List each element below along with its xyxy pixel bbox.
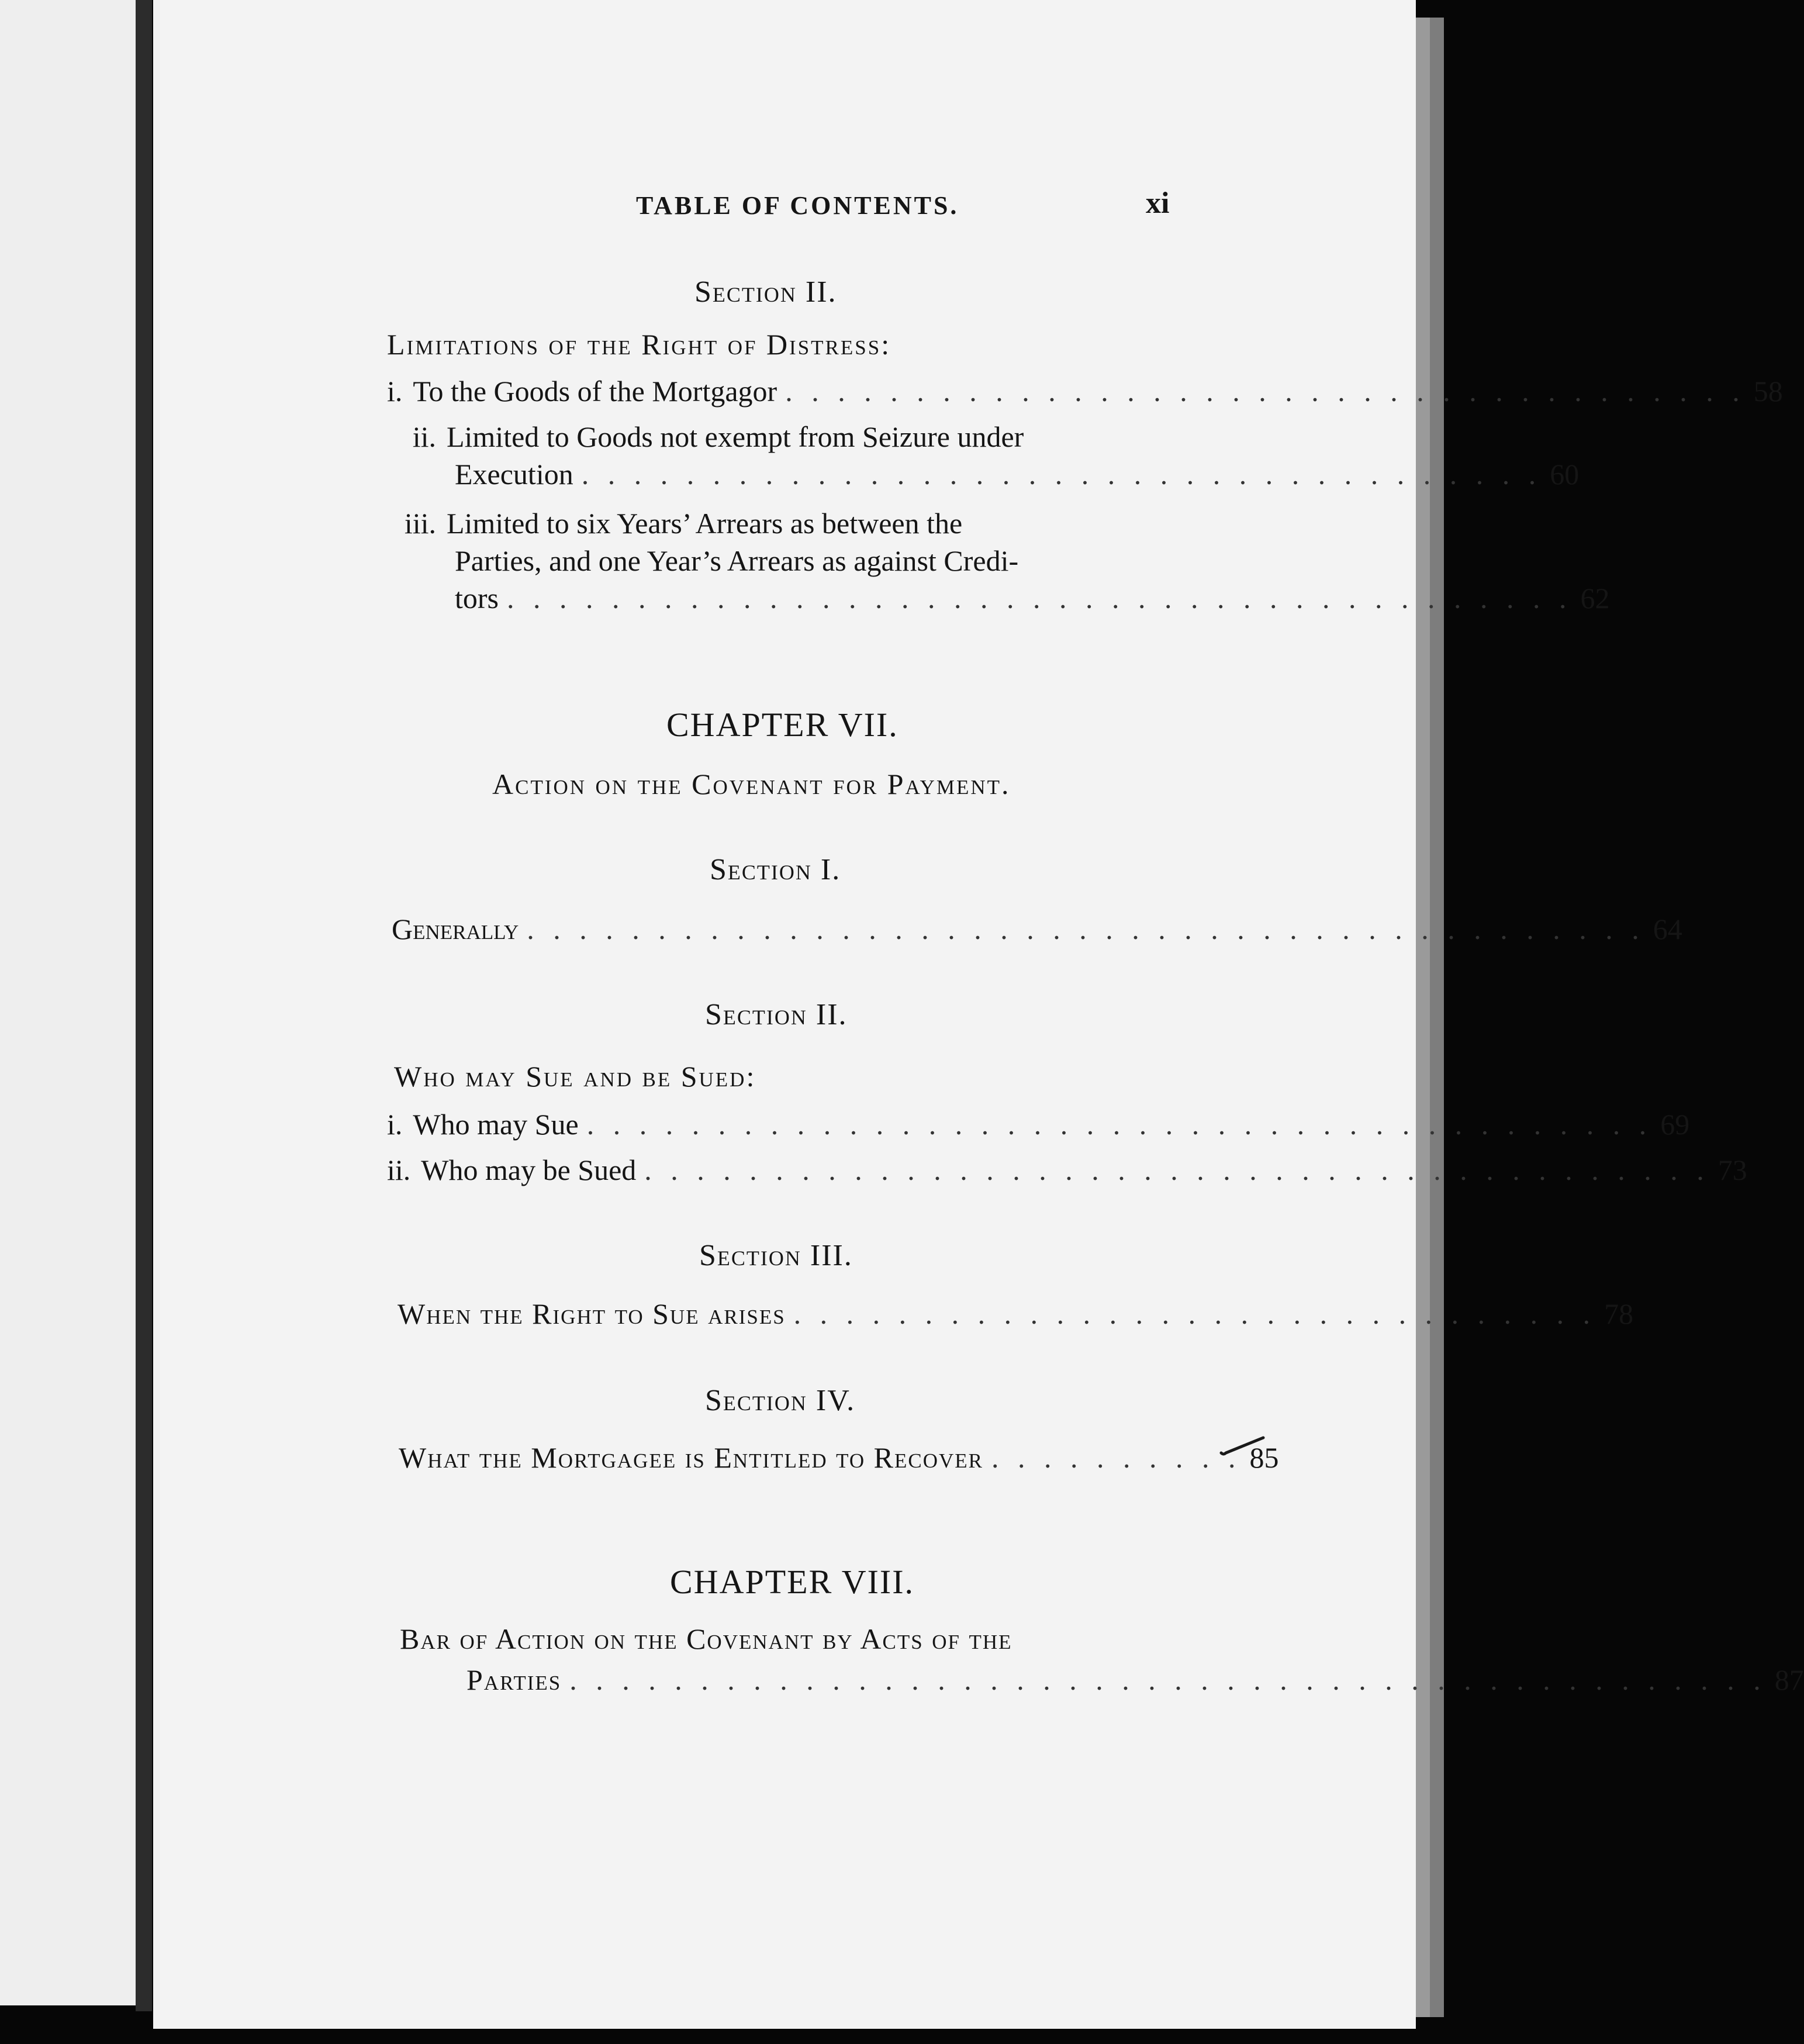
entry-title-continued: tors: [455, 582, 499, 614]
chapter-title: CHAPTER VIII.: [670, 1563, 915, 1601]
entry-title: Generally: [392, 913, 519, 945]
entry-page: 69: [1660, 1108, 1690, 1141]
entry-page: 87: [1774, 1663, 1804, 1696]
leader-dots: . . . . . . . . . . . . . . . . . . . . . . . . . . . . . . . . . . . . .: [581, 458, 1542, 491]
page-edge-shadow: [1430, 18, 1444, 2017]
toc-entry: [387, 506, 1610, 615]
facing-page: [0, 0, 136, 2005]
entry-page: 62: [1580, 582, 1610, 614]
running-head: TABLE OF CONTENTS.: [636, 191, 959, 220]
section-title: Section II.: [694, 275, 837, 309]
entry-title: When the Right to Sue arises: [398, 1297, 786, 1330]
leader-dots: . . . . . . . . . . . . . . . . . . . . . . . . . . . . . . . . . . . . . . . . .: [507, 582, 1573, 614]
entry-title: Who may Sue: [413, 1108, 579, 1141]
entry-number: ii.: [412, 420, 436, 453]
entry-page: 85: [1249, 1441, 1279, 1474]
toc-entry: [387, 1153, 1747, 1187]
page-number: xi: [1146, 187, 1170, 220]
pencil-check-mark: [1219, 1435, 1266, 1459]
entry-title: Limited to Goods not exempt from Seizure under: [447, 420, 1024, 453]
leader-dots: . . . . . . . . . . . . . . . . . . . . . . . . . . . . . . . . . . . . .: [785, 375, 1746, 408]
chapter-entry-line1: Bar of Action on the Covenant by Acts of the: [400, 1622, 1012, 1655]
toc-entry: [392, 912, 1682, 946]
chapter-subtitle: Action on the Covenant for Payment.: [492, 768, 1011, 800]
book-gutter: [136, 0, 152, 2011]
section-title: Section I.: [710, 853, 841, 886]
toc-entry: [466, 1663, 1804, 1697]
chapter-title: CHAPTER VII.: [666, 706, 898, 744]
section-heading: Who may Sue and be Sued:: [394, 1060, 756, 1093]
entry-number: ii.: [387, 1154, 411, 1186]
entry-title: What the Mortgagee is Entitled to Recover: [399, 1441, 983, 1474]
leader-dots: . . . . . . . . . .: [991, 1441, 1242, 1474]
entry-title-continued: Parties, and one Year’s Arrears as against Credi-: [455, 544, 1019, 577]
entry-number: iii.: [404, 507, 436, 540]
entry-title: To the Goods of the Mortgagor: [413, 375, 777, 408]
section-title: Section III.: [699, 1239, 853, 1272]
section-title: Section IV.: [705, 1384, 856, 1417]
entry-page: 60: [1550, 458, 1580, 491]
entry-page: 58: [1753, 375, 1783, 408]
toc-entry: [398, 1297, 1634, 1331]
leader-dots: . . . . . . . . . . . . . . . . . . . . . . . . . . . . . . . . . . . . . . . . . . . . . .: [569, 1663, 1767, 1696]
entry-page: 78: [1604, 1297, 1634, 1330]
leader-dots: . . . . . . . . . . . . . . . . . . . . . . . . . . . . . . .: [793, 1297, 1596, 1330]
entry-title-continued: Execution: [455, 458, 573, 491]
entry-number: i.: [387, 375, 403, 408]
entry-number: i.: [387, 1108, 403, 1141]
toc-entry: [399, 1441, 1279, 1475]
leader-dots: . . . . . . . . . . . . . . . . . . . . . . . . . . . . . . . . . . . . . . . . .: [586, 1108, 1653, 1141]
toc-entry: [387, 420, 1580, 491]
entry-title: Limited to six Years’ Arrears as between the: [447, 507, 963, 540]
entry-page: 73: [1717, 1154, 1747, 1186]
entry-page: 64: [1653, 913, 1682, 945]
section-heading: Limitations of the Right of Distress:: [387, 328, 891, 361]
leader-dots: . . . . . . . . . . . . . . . . . . . . . . . . . . . . . . . . . . . . . . . . . . .: [527, 913, 1645, 945]
entry-title: Who may be Sued: [421, 1154, 637, 1186]
leader-dots: . . . . . . . . . . . . . . . . . . . . . . . . . . . . . . . . . . . . . . . . .: [644, 1154, 1710, 1186]
entry-title: Parties: [466, 1663, 562, 1696]
toc-entry: [387, 374, 1783, 408]
section-title: Section II.: [705, 998, 848, 1031]
toc-entry: [387, 1107, 1690, 1141]
